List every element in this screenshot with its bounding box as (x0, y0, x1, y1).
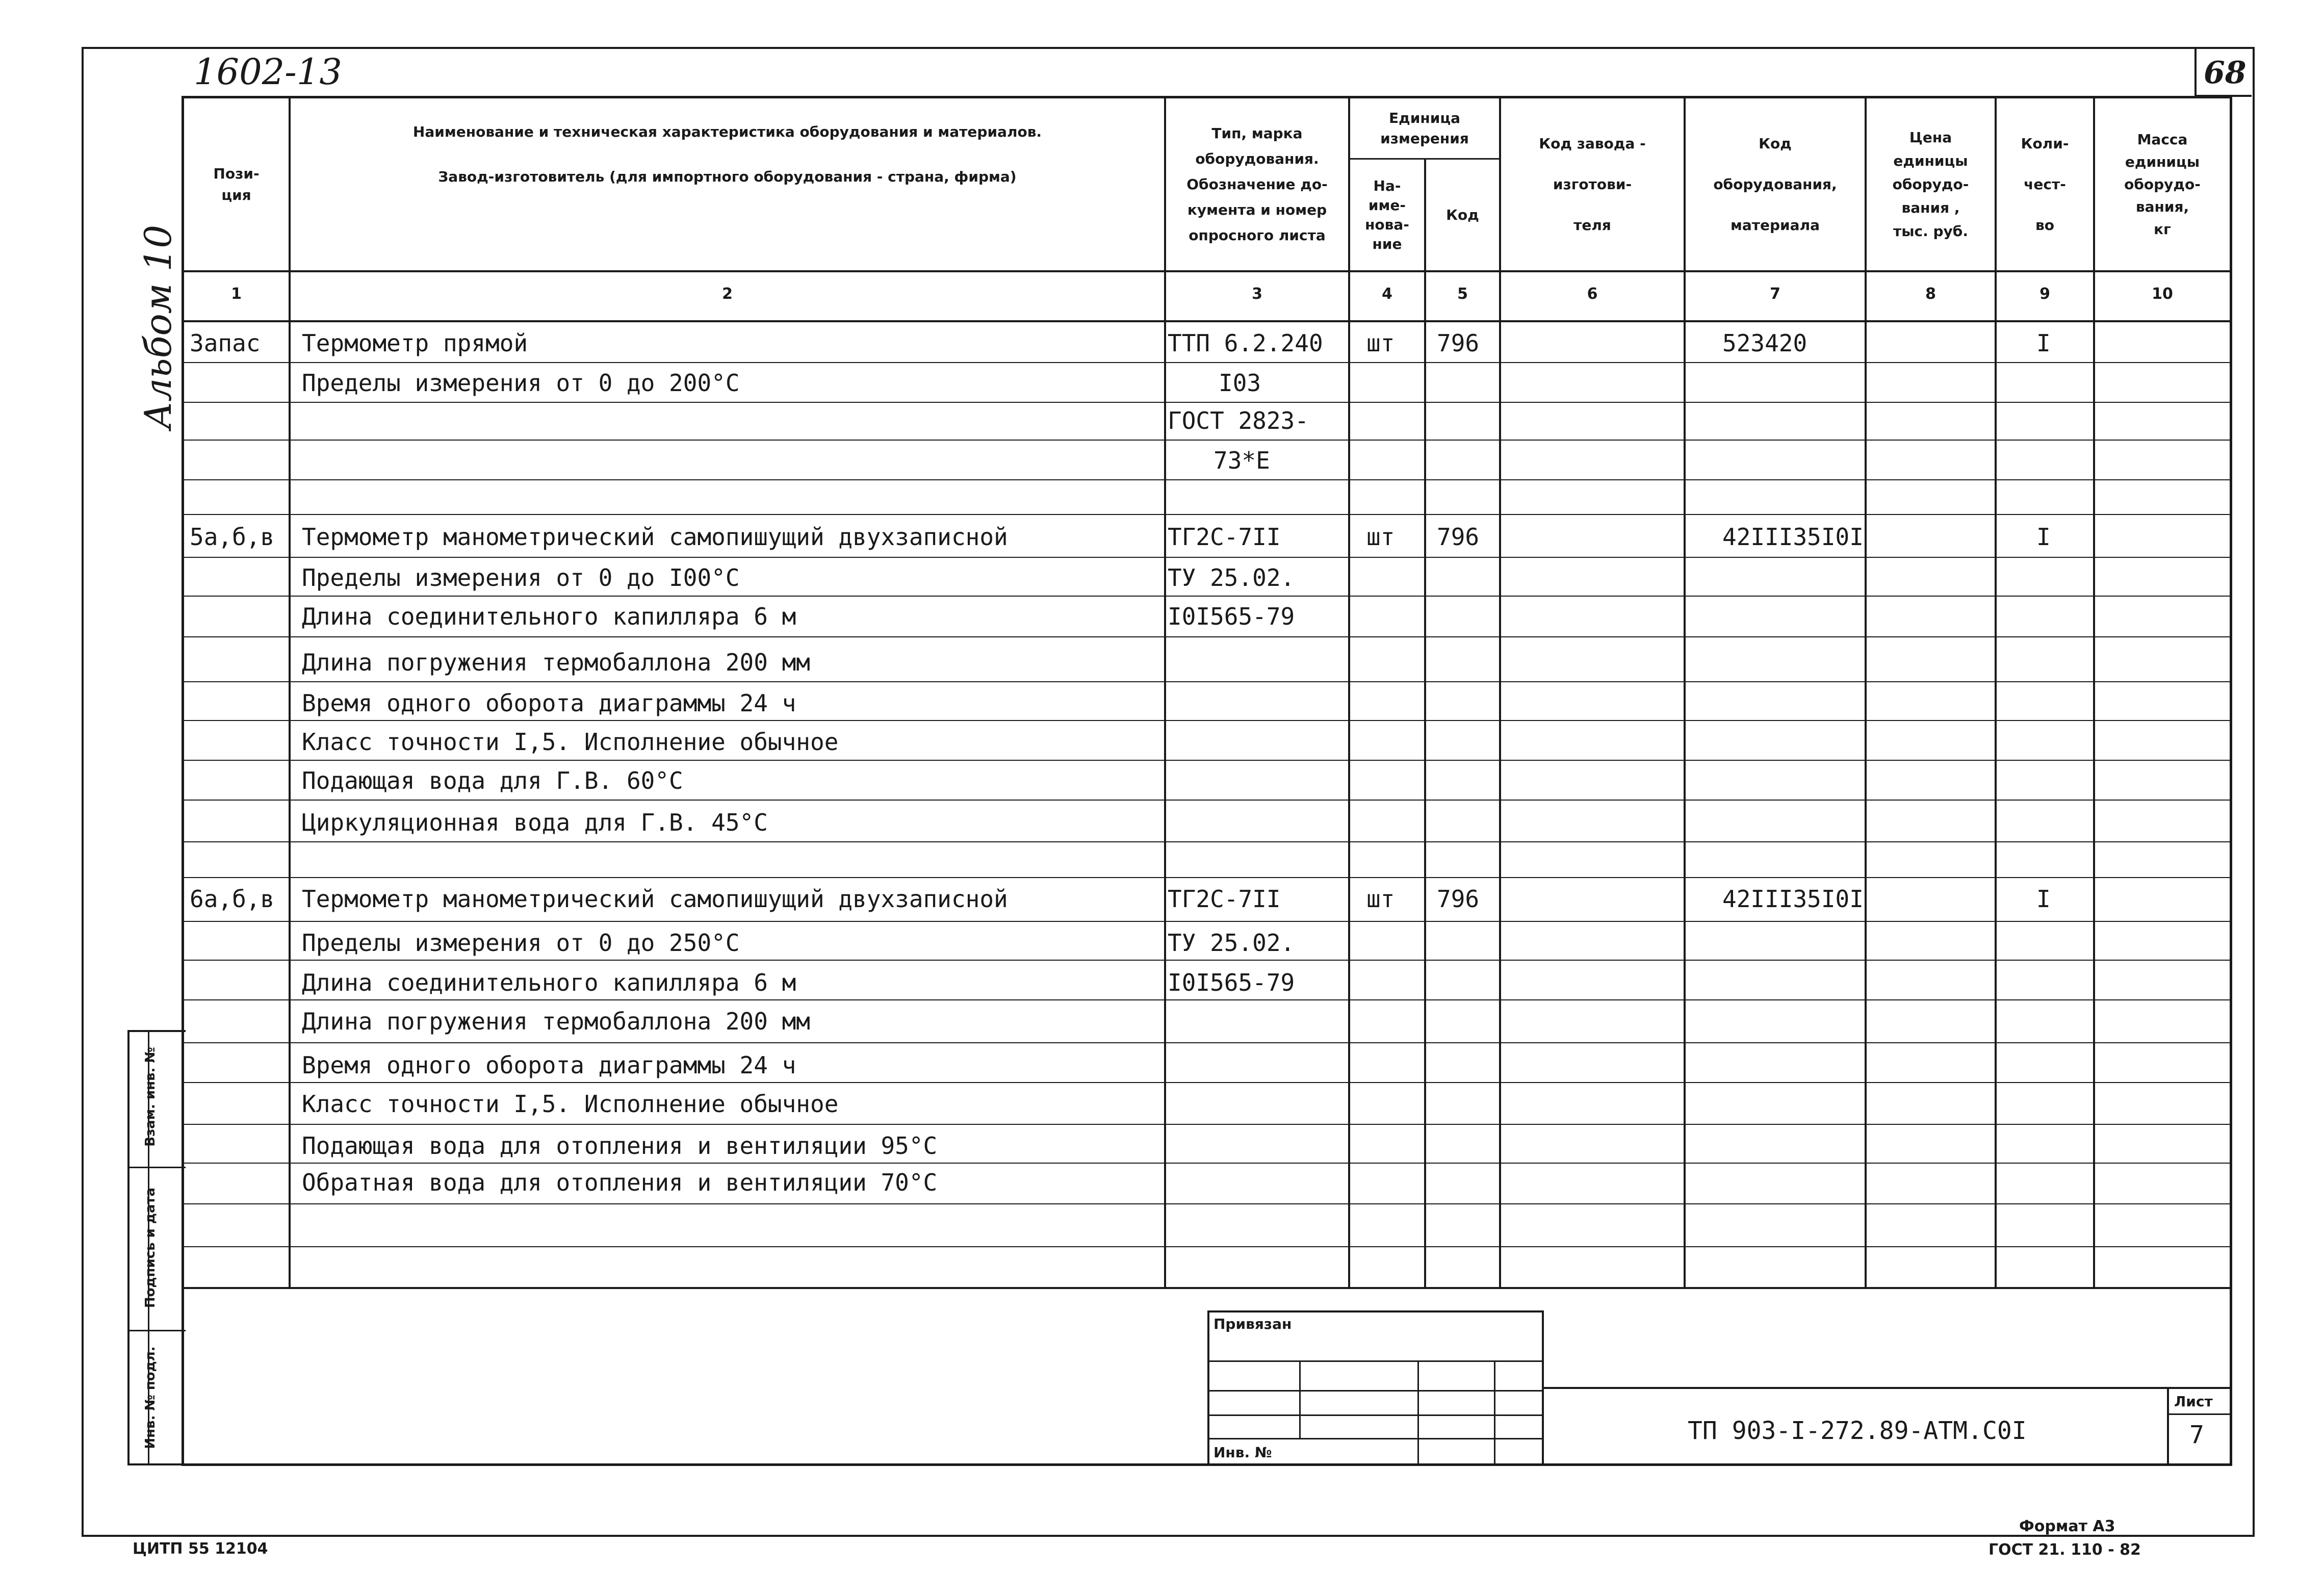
header-col9: Коли- чест- во (2021, 135, 2069, 234)
stamp-right-top (1544, 1387, 2232, 1389)
cell-name: Подающая вода для отопления и вентиляции 95°С (302, 1132, 938, 1160)
stamp-sheet-label: Лист (2174, 1393, 2213, 1410)
body-bottom-line (182, 1287, 2232, 1289)
cell-name: Длина погружения термобаллона 200 мм (302, 649, 810, 676)
frame-bottom (82, 1535, 2255, 1537)
col-line-7 (1865, 96, 1867, 1289)
row-separator (184, 636, 2230, 637)
handwritten-doc-ref: 1602-13 (194, 51, 342, 93)
col-number-2: 2 (722, 285, 733, 303)
cell-type: ГОСТ 2823- (1168, 407, 1309, 434)
col-line-3 (1348, 96, 1350, 1289)
col-number-4: 4 (1382, 285, 1392, 303)
row-separator (184, 877, 2230, 878)
stamp-designation: ТП 903-I-272.89-АТМ.С0I (1688, 1417, 2027, 1445)
cell-name: Время одного оборота диаграммы 24 ч (302, 1051, 796, 1079)
cell-equipment-code: 523420 (1722, 329, 1807, 357)
cell-unit-code: 796 (1437, 329, 1480, 357)
row-separator (184, 841, 2230, 842)
header-col8: Цена единицы оборудо- вания , тыс. руб. (1892, 128, 1969, 240)
frame-left (82, 47, 84, 1536)
row-separator (184, 921, 2230, 922)
row-separator (184, 960, 2230, 961)
col-number-6: 6 (1587, 285, 1598, 303)
cell-name: Класс точности I,5. Исполнение обычное (302, 1090, 839, 1118)
cell-quantity: I (2036, 523, 2051, 551)
row-separator (184, 402, 2230, 403)
cell-unit: шт (1366, 523, 1395, 551)
col-number-10: 10 (2152, 285, 2173, 303)
stamp-sheet-value: 7 (2189, 1421, 2204, 1449)
stamp-sheet-divider (2167, 1413, 2232, 1415)
stamp-h3 (1207, 1414, 1544, 1416)
cell-type: I0I565-79 (1168, 603, 1295, 630)
col-number-1: 1 (231, 285, 242, 303)
cell-type: 73*Е (1213, 447, 1270, 474)
cell-quantity: I (2036, 885, 2051, 913)
row-separator (184, 800, 2230, 801)
row-separator (184, 557, 2230, 558)
col-line-9 (2093, 96, 2095, 1289)
header-col10: Масса единицы оборудо- вания, кг (2124, 131, 2201, 238)
cell-type: ТУ 25.02. (1168, 564, 1295, 591)
cell-position: 6а,б,в (190, 885, 275, 913)
row-separator (184, 1203, 2230, 1204)
cell-equipment-code: 42III35I0I (1722, 523, 1864, 551)
cell-name: Длина соединительного капилляра 6 м (302, 603, 796, 630)
cell-name: Длина погружения термобаллона 200 мм (302, 1008, 810, 1035)
side-label-inv-original: Инв. № подл. (143, 1346, 158, 1449)
stamp-v3 (1494, 1360, 1495, 1465)
col-line-1 (289, 96, 291, 1289)
col-number-3: 3 (1252, 285, 1262, 303)
row-separator (184, 1124, 2230, 1125)
col-number-7: 7 (1770, 285, 1780, 303)
col-line-4 (1424, 158, 1426, 1289)
cell-type: I03 (1219, 369, 1261, 397)
cell-type: I0I565-79 (1168, 969, 1295, 996)
cell-position: Запас (190, 329, 261, 357)
row-separator (184, 681, 2230, 682)
stamp-inv-label: Инв. № (1213, 1444, 1272, 1461)
footer-format: Формат А3 (2019, 1517, 2115, 1535)
header-bottom-line (182, 270, 2232, 272)
header-col4: На- име- нова- ние (1365, 177, 1409, 252)
cell-name: Термометр манометрический самопишущий двухзаписной (302, 885, 1008, 913)
header-unit-group: Единица измерения (1380, 109, 1469, 147)
cell-type: ТГ2С-7II (1168, 885, 1281, 913)
side-label-sign-date: Подпись и дата (143, 1187, 158, 1308)
cell-quantity: I (2036, 329, 2051, 357)
cell-unit: шт (1366, 329, 1395, 357)
row-separator (184, 1082, 2230, 1083)
cell-name: Циркуляционная вода для Г.В. 45°С (302, 809, 768, 836)
col-number-5: 5 (1457, 285, 1468, 303)
col-number-8: 8 (1925, 285, 1936, 303)
cell-name: Длина соединительного капилляра 6 м (302, 969, 796, 996)
cell-equipment-code: 42III35I0I (1722, 885, 1864, 913)
col-number-9: 9 (2039, 285, 2050, 303)
row-separator (184, 596, 2230, 597)
cell-position: 5а,б,в (190, 523, 275, 551)
handwritten-album: Альбом 10 (137, 224, 179, 429)
row-separator (184, 1042, 2230, 1043)
row-separator (184, 720, 2230, 721)
cell-type: ТТП 6.2.240 (1168, 329, 1323, 357)
header-col1: Пози- ция (213, 165, 260, 203)
frame-right (2253, 47, 2255, 1536)
stamp-h1 (1207, 1360, 1544, 1362)
cell-unit: шт (1366, 885, 1395, 913)
footer-gost: ГОСТ 21. 110 - 82 (1989, 1541, 2141, 1559)
row-separator (184, 999, 2230, 1000)
cell-type: ТУ 25.02. (1168, 929, 1295, 957)
header-col5: Код (1446, 206, 1479, 223)
cell-name: Термометр манометрический самопишущий двухзаписной (302, 523, 1008, 551)
row-separator (184, 514, 2230, 515)
col-line-5 (1499, 96, 1501, 1289)
cell-type: ТГ2С-7II (1168, 523, 1281, 551)
cell-name: Подающая вода для Г.В. 60°С (302, 767, 683, 794)
stamp-h4 (1207, 1438, 1544, 1439)
cell-name: Пределы измерения от 0 до 250°С (302, 929, 740, 957)
table-bottom (182, 1463, 2232, 1466)
handwritten-sheet-no: 68 (2204, 55, 2246, 91)
col-line-2 (1164, 96, 1166, 1289)
stamp-v1 (1299, 1360, 1301, 1438)
footer-left: ЦИТП 55 12104 (133, 1540, 268, 1558)
row-separator (184, 760, 2230, 761)
table-right (2230, 96, 2232, 1465)
row-separator (184, 440, 2230, 441)
cell-name: Пределы измерения от 0 до 200°С (302, 369, 740, 397)
side-label-vzam-inv: Взам. инв. № (143, 1047, 158, 1147)
cell-name: Время одного оборота диаграммы 24 ч (302, 689, 796, 717)
cell-unit-code: 796 (1437, 523, 1480, 551)
row-separator (184, 362, 2230, 363)
header-col6: Код завода - изготови- теля (1539, 135, 1646, 234)
header-col7: Код оборудования, материала (1713, 135, 1837, 234)
number-row-bottom-line (182, 320, 2232, 322)
frame-top (82, 47, 2254, 49)
stamp-h2 (1207, 1390, 1544, 1392)
stamp-bound-box (1207, 1310, 1544, 1465)
stamp-bound-label: Привязан (1213, 1316, 1292, 1332)
col-line-6 (1684, 96, 1686, 1289)
cell-unit-code: 796 (1437, 885, 1480, 913)
row-separator (184, 479, 2230, 480)
cell-name: Класс точности I,5. Исполнение обычное (302, 728, 839, 756)
stamp-v2 (1417, 1360, 1419, 1465)
row-separator (184, 1163, 2230, 1164)
cell-name: Пределы измерения от 0 до I00°С (302, 564, 740, 591)
cell-name: Термометр прямой (302, 329, 528, 357)
header-col3: Тип, марка оборудования. Обозначение до- кумента и номер опросного листа (1186, 124, 1328, 244)
cell-name: Обратная вода для отопления и вентиляции 70°С (302, 1169, 938, 1196)
header-col2: Наименование и техническая характеристика оборудования и материалов. Завод-изготовитель (для импортного оборудования - страна, фирма) (412, 123, 1042, 185)
col-line-8 (1995, 96, 1997, 1289)
row-separator (184, 1246, 2230, 1247)
